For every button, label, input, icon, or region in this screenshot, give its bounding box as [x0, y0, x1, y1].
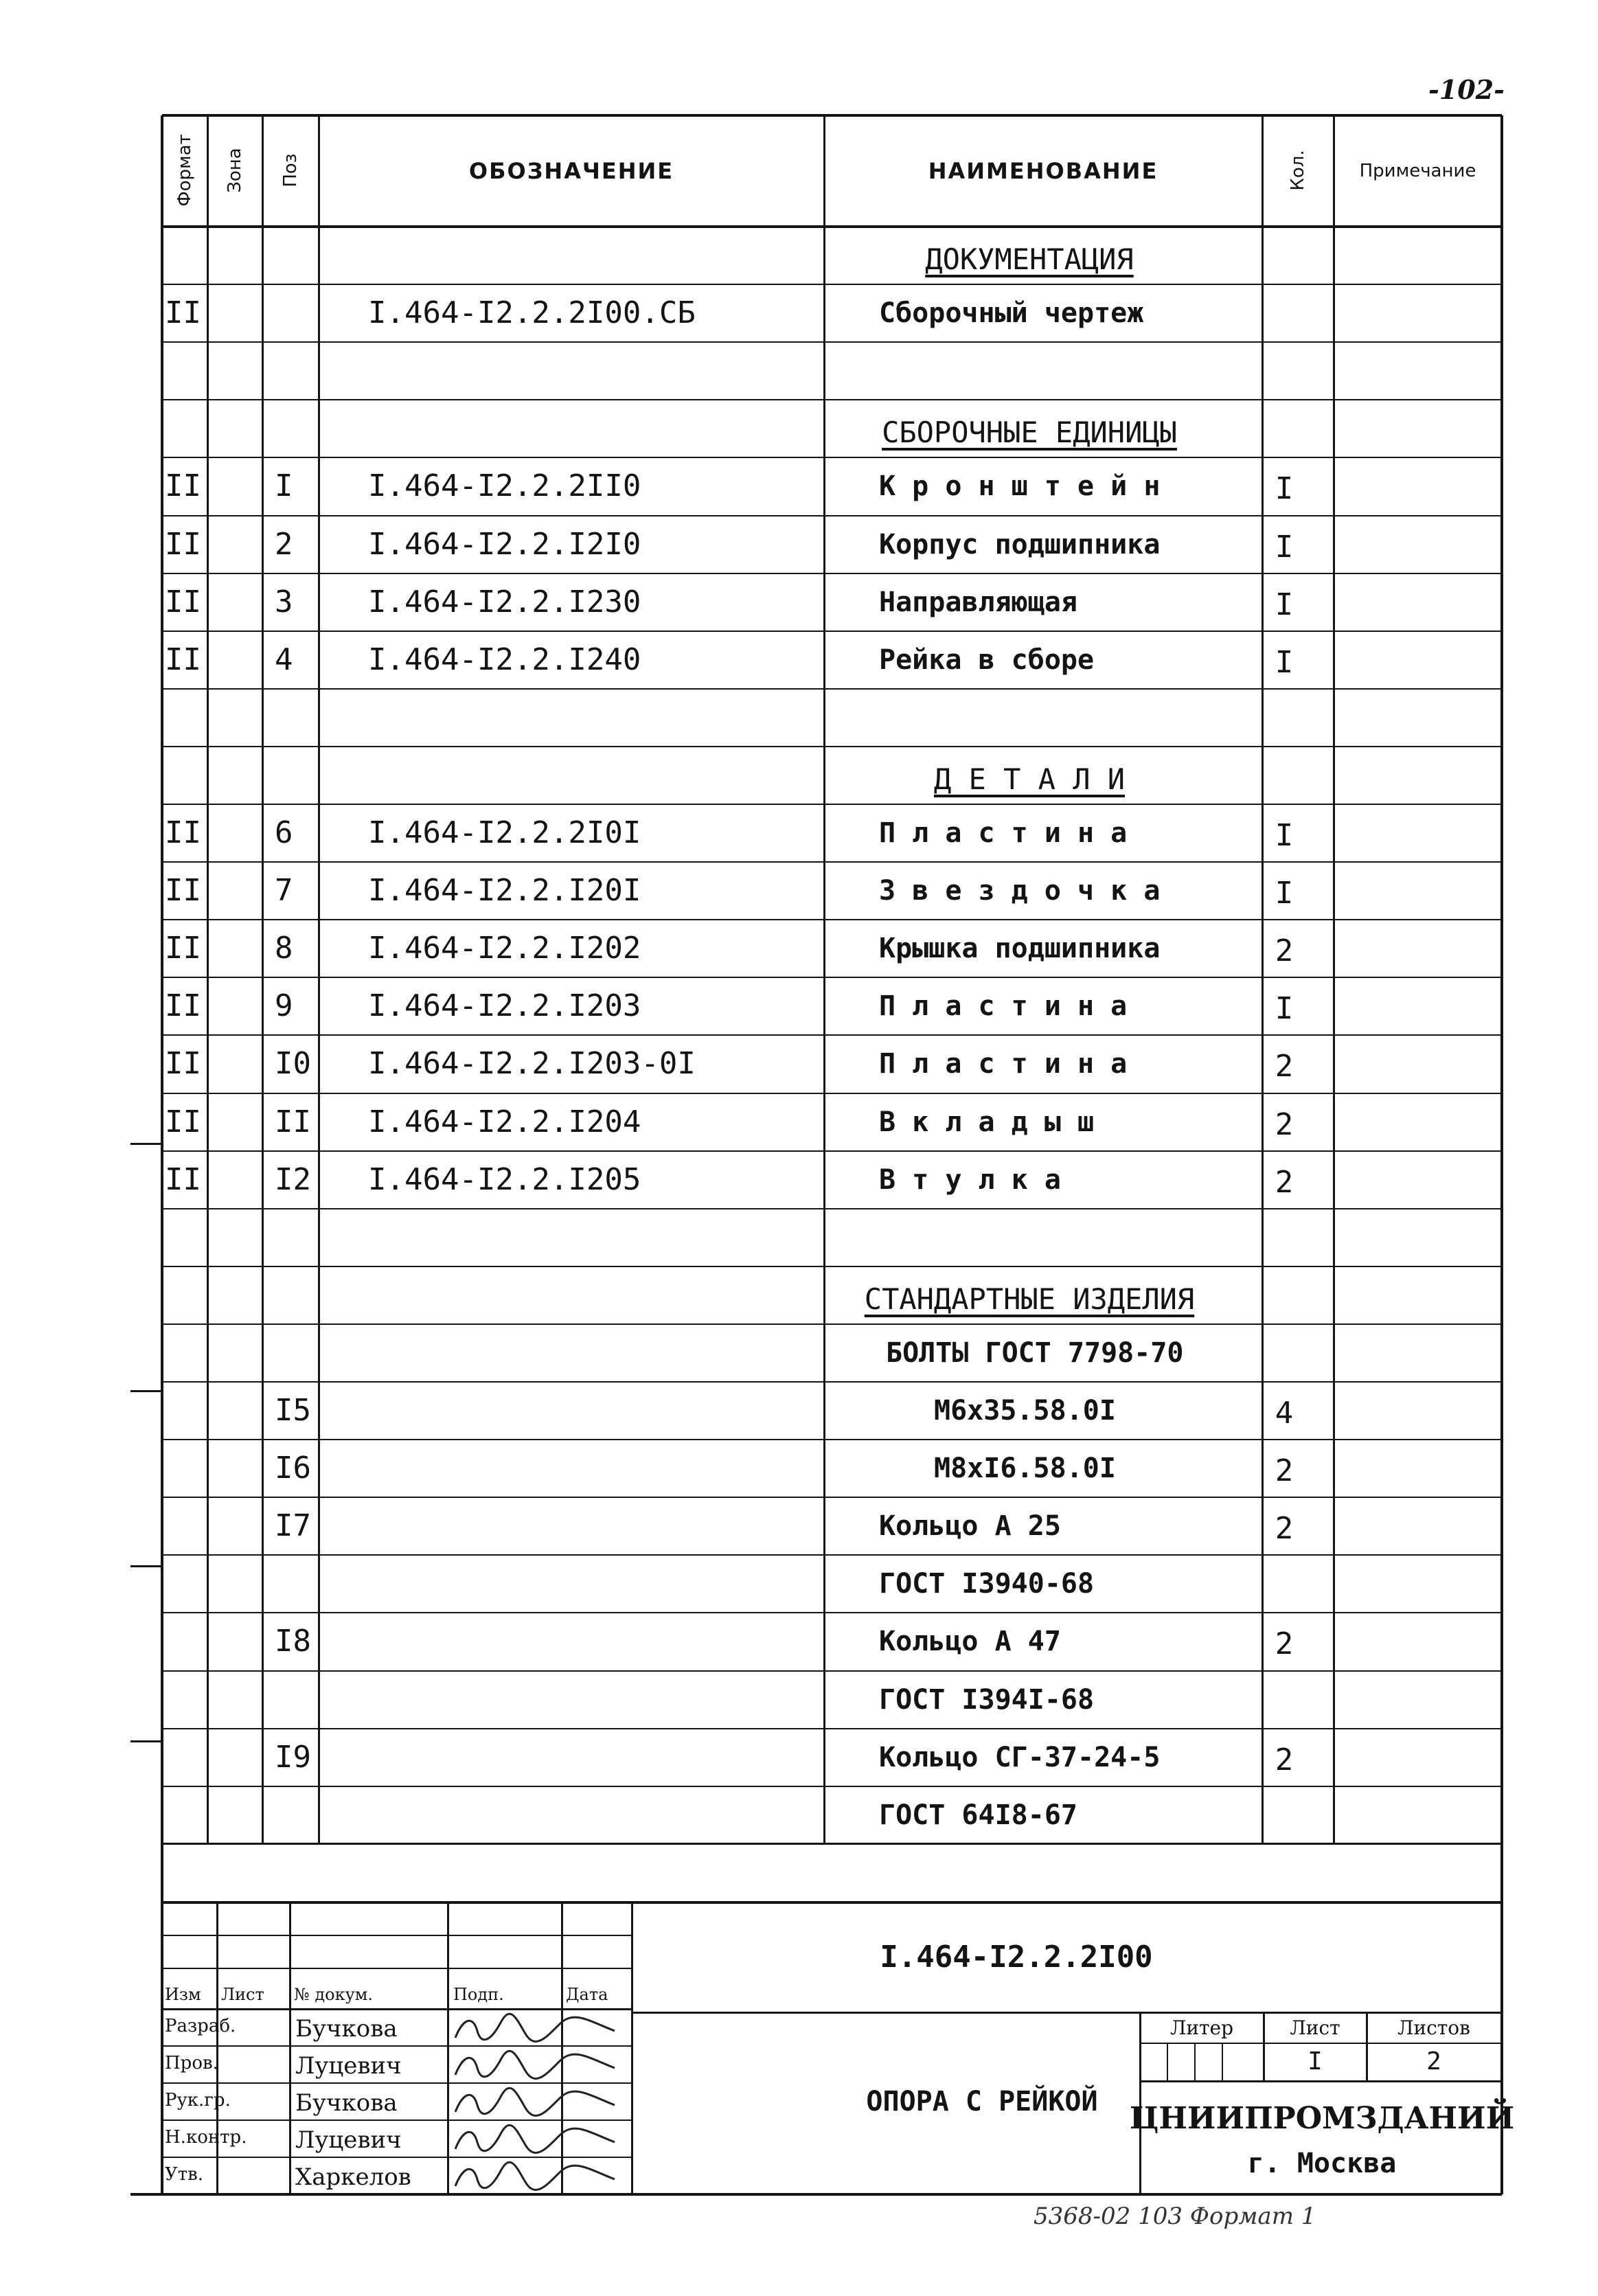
row-line [162, 977, 1502, 978]
tb-role: Пров. [165, 2053, 218, 2073]
row-name: З в е з д о ч к а [879, 875, 1161, 907]
row-quantity: 2 [1275, 1106, 1294, 1142]
column-line [1333, 115, 1335, 1844]
row-name: ГОСТ I3940-68 [879, 1568, 1095, 1600]
row-position: I8 [275, 1624, 311, 1659]
row-line [162, 573, 1502, 574]
row-position: 7 [275, 873, 293, 909]
row-line [162, 1670, 1502, 1672]
margin-tick [130, 1143, 162, 1145]
row-name: ГОСТ 64I8-67 [879, 1799, 1077, 1831]
row-position: 4 [275, 641, 293, 677]
row-position: 9 [275, 988, 293, 1024]
tb-title: ОПОРА С РЕЙКОЙ [866, 2086, 1098, 2117]
row-quantity: I [1275, 529, 1294, 565]
row-format: II [165, 988, 201, 1024]
row-position: I [275, 468, 293, 504]
row-line [162, 1612, 1502, 1613]
row-position: 6 [275, 815, 293, 851]
row-quantity: I [1275, 471, 1294, 507]
row-quantity: I [1275, 587, 1294, 622]
title-block-row [162, 2157, 632, 2158]
frame-top [162, 114, 1502, 117]
row-name: В к л а д ы ш [879, 1106, 1095, 1138]
row-format: II [165, 526, 201, 562]
column-line [262, 115, 264, 1844]
row-line [162, 457, 1502, 458]
row-line [162, 746, 1502, 747]
header-bottom-line [162, 225, 1502, 228]
tb-person-name: Бучкова [295, 2015, 398, 2043]
row-quantity: 2 [1275, 1626, 1294, 1662]
title-block-column [447, 1902, 449, 2194]
row-quantity: 2 [1275, 1049, 1294, 1084]
row-name: Направляющая [879, 586, 1077, 618]
row-quantity: 4 [1275, 1396, 1294, 1431]
tb-role: Рук.гр. [165, 2090, 231, 2111]
tb-sheets-label: Листов [1397, 2016, 1470, 2039]
row-name: Кольцо А 47 [879, 1626, 1061, 1658]
row-designation: I.464-I2.2.2II0 [368, 468, 641, 504]
title-block-row [162, 2045, 632, 2047]
row-designation: I.464-I2.2.I204 [368, 1104, 641, 1139]
row-line [162, 399, 1502, 400]
row-designation: I.464-I2.2.I20I [368, 873, 641, 909]
column-line [207, 115, 209, 1844]
row-format: II [165, 931, 201, 966]
title-block-column [216, 1902, 218, 2194]
row-designation: I.464-I2.2.I203 [368, 988, 641, 1024]
row-format: II [165, 1046, 201, 1082]
row-line [162, 1554, 1502, 1556]
row-designation: I.464-I2.2.I205 [368, 1161, 641, 1197]
row-line [162, 1381, 1502, 1383]
title-block-column [1167, 2043, 1168, 2081]
row-quantity: 2 [1275, 933, 1294, 969]
tb-person-name: Харкелов [295, 2163, 411, 2191]
row-quantity: 2 [1275, 1453, 1294, 1489]
tb-role: Разраб. [165, 2016, 236, 2036]
row-position: 8 [275, 931, 293, 966]
tb-doc-number: I.464-I2.2.2I00 [880, 1940, 1153, 1975]
tb-role: Утв. [165, 2164, 204, 2185]
row-line [162, 804, 1502, 805]
signature-mark [450, 2084, 628, 2119]
row-designation: I.464-I2.2.I202 [368, 931, 641, 966]
title-block-column [1366, 2012, 1368, 2081]
column-line [318, 115, 320, 1844]
tb-sheet-label: Лист [1290, 2016, 1340, 2039]
row-name: Кольцо А 25 [879, 1510, 1061, 1543]
row-format: II [165, 468, 201, 504]
footer-note: 5368-02 103 Формат 1 [1034, 2203, 1316, 2230]
row-designation: I.464-I2.2.2I0I [368, 815, 641, 851]
tb-city: г. Москва [1247, 2148, 1397, 2179]
row-line [162, 1728, 1502, 1729]
row-line [162, 1439, 1502, 1440]
row-position: I2 [275, 1161, 311, 1197]
header-pos: Поз [280, 153, 301, 187]
tb-person-name: Луцевич [295, 2126, 402, 2154]
row-position: I5 [275, 1393, 311, 1429]
row-name: Крышка подшипника [879, 933, 1161, 965]
row-name: К р о н ш т е й н [879, 470, 1161, 503]
page-number: -102- [1428, 74, 1505, 105]
row-name: ГОСТ I394I-68 [879, 1683, 1095, 1716]
row-position: 2 [275, 526, 293, 562]
tb-col-sheet: Лист [221, 1985, 264, 2004]
signature-mark [450, 2047, 628, 2082]
row-line [162, 341, 1502, 343]
row-line [162, 1786, 1502, 1787]
title-block-column [631, 1902, 633, 2194]
row-position: I7 [275, 1508, 311, 1544]
row-position: I0 [275, 1046, 311, 1082]
tb-person-name: Луцевич [295, 2052, 402, 2080]
row-name: Сборочный чертеж [879, 297, 1144, 330]
row-name: В т у л к а [879, 1163, 1061, 1196]
row-format: II [165, 1104, 201, 1139]
row-quantity: I [1275, 818, 1294, 854]
row-designation: I.464-I2.2.I230 [368, 584, 641, 620]
tb-organization: ЦНИИПРОМЗДАНИЙ [1129, 2101, 1515, 2136]
header-name: НАИМЕНОВАНИЕ [928, 158, 1158, 184]
row-format: II [165, 873, 201, 909]
tb-person-name: Бучкова [295, 2089, 398, 2117]
row-quantity: I [1275, 644, 1294, 680]
row-format: II [165, 584, 201, 620]
row-line [162, 1093, 1502, 1094]
column-line [823, 115, 825, 1844]
row-position: I6 [275, 1451, 311, 1486]
tb-col-date: Дата [566, 1985, 608, 2004]
tb-letter-label: Литер [1169, 2016, 1234, 2039]
tb-sheet-value: I [1308, 2047, 1323, 2076]
title-block-top [162, 1901, 1502, 1904]
row-format: II [165, 1161, 201, 1197]
section-heading: СТАНДАРТНЫЕ ИЗДЕЛИЯ [864, 1282, 1195, 1316]
row-name: Корпус подшипника [879, 528, 1161, 560]
row-position: II [275, 1104, 311, 1139]
margin-tick [130, 1390, 162, 1392]
row-format: II [165, 815, 201, 851]
signature-mark [450, 2159, 628, 2193]
row-position: I9 [275, 1739, 311, 1775]
title-block-row [162, 2194, 632, 2195]
title-block-column [1263, 2012, 1265, 2081]
tb-col-docno: № докум. [294, 1985, 373, 2004]
row-line [162, 284, 1502, 285]
table-bottom-line [162, 1843, 1502, 1845]
row-name: Кольцо СГ-37-24-5 [879, 1741, 1161, 1773]
row-format: II [165, 641, 201, 677]
tb-col-change: Изм [165, 1985, 201, 2004]
header-zone: Зона [225, 148, 245, 193]
row-name: П л а с т и н а [879, 990, 1128, 1023]
row-line [162, 1208, 1502, 1209]
header-qty: Кол. [1288, 150, 1308, 191]
title-block-column [289, 1902, 291, 2194]
row-designation: I.464-I2.2.2I00.СБ [368, 295, 696, 331]
row-position: 3 [275, 584, 293, 620]
row-quantity: 2 [1275, 1742, 1294, 1777]
header-format: Формат [174, 134, 195, 207]
title-block-row [632, 2012, 1502, 2014]
margin-tick [130, 1565, 162, 1567]
row-name: Рейка в сборе [879, 644, 1095, 676]
row-name: П л а с т и н а [879, 1048, 1128, 1080]
row-designation: I.464-I2.2.I2I0 [368, 526, 641, 562]
header-designation: ОБОЗНАЧЕНИЕ [468, 158, 674, 184]
tb-col-sign: Подп. [453, 1985, 504, 2004]
title-block-row [162, 1968, 632, 1969]
title-block-row [162, 2119, 632, 2121]
section-heading: Д Е Т А Л И [933, 762, 1126, 796]
section-heading: СБОРОЧНЫЕ ЕДИНИЦЫ [882, 416, 1177, 450]
row-line [162, 861, 1502, 863]
row-format: II [165, 295, 201, 331]
row-line [162, 1266, 1502, 1267]
row-name: М6х35.58.0I [934, 1395, 1116, 1427]
row-line [162, 515, 1502, 516]
margin-tick [130, 1740, 162, 1742]
row-name: П л а с т и н а [879, 817, 1128, 850]
row-designation: I.464-I2.2.I203-0I [368, 1046, 696, 1082]
title-block-column [1222, 2043, 1223, 2081]
frame-left [161, 115, 163, 2194]
row-name: М8хI6.58.0I [934, 1453, 1116, 1485]
row-quantity: I [1275, 991, 1294, 1027]
tb-sheets-value: 2 [1426, 2047, 1441, 2076]
section-heading: ДОКУМЕНТАЦИЯ [925, 242, 1134, 277]
title-block-row [162, 1935, 632, 1936]
title-block-column [1194, 2043, 1196, 2081]
row-line [162, 1323, 1502, 1325]
row-line [162, 1034, 1502, 1036]
column-line [1262, 115, 1264, 1844]
signature-mark [450, 2010, 628, 2045]
row-line [162, 919, 1502, 920]
signature-mark [450, 2122, 628, 2156]
title-block-right [1500, 1902, 1503, 2194]
tb-role: Н.контр. [165, 2127, 247, 2148]
row-line [162, 1150, 1502, 1152]
title-block-column [161, 1902, 163, 2194]
row-line [162, 688, 1502, 690]
row-quantity: 2 [1275, 1164, 1294, 1200]
row-designation: I.464-I2.2.I240 [368, 641, 641, 677]
row-quantity: 2 [1275, 1511, 1294, 1547]
row-line [162, 630, 1502, 632]
title-block-row [162, 2082, 632, 2084]
frame-right [1500, 115, 1503, 1902]
row-line [162, 1497, 1502, 1498]
row-name: БОЛТЫ ГОСТ 7798-70 [886, 1337, 1184, 1369]
row-quantity: I [1275, 876, 1294, 911]
header-note: Примечание [1359, 161, 1476, 181]
